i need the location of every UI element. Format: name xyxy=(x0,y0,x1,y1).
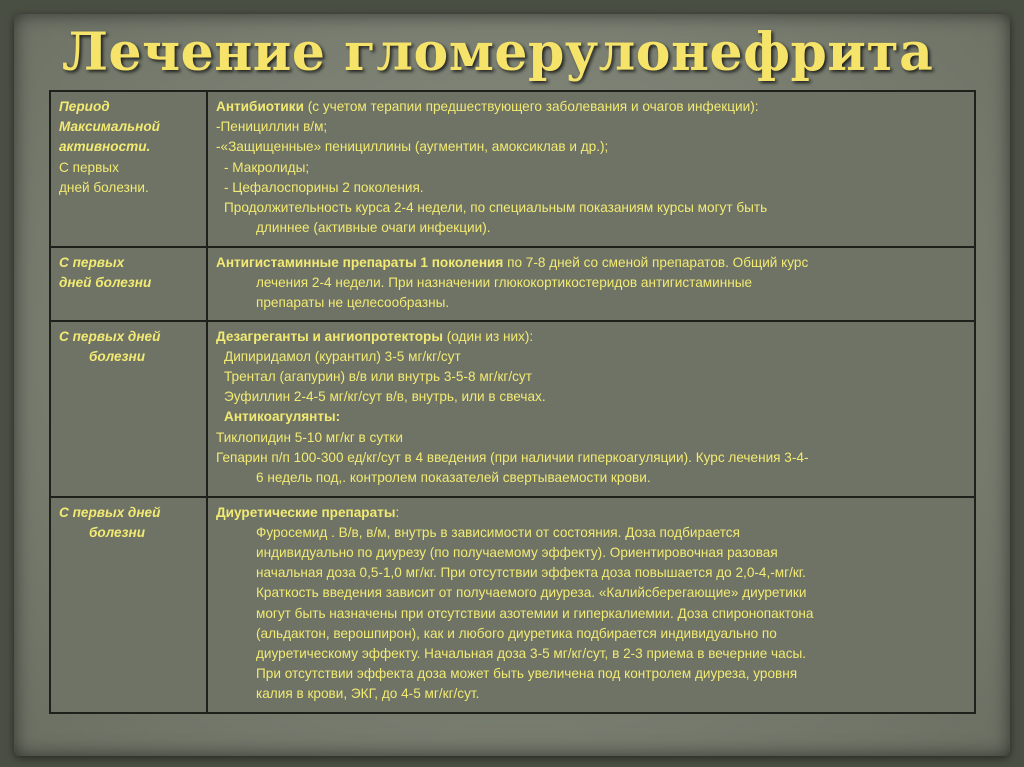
treatment-line: -«Защищенные» пенициллины (аугментин, амоксиклав и др.); xyxy=(216,139,609,155)
treatment-line: могут быть назначены при отсутствии азотемии и гиперкалиемии. Доза спиронопактона xyxy=(256,605,814,621)
treatment-line: - Цефалоспорины 2 поколения. xyxy=(224,179,424,195)
treatment-cell xyxy=(207,497,975,713)
period-text: дней болезни. xyxy=(59,179,149,195)
period-cell xyxy=(50,321,207,497)
period-text: Максимальной xyxy=(59,119,160,135)
table-row xyxy=(50,91,975,247)
treatment-subheading: Антикоагулянты: xyxy=(224,409,341,425)
treatment-heading: Диуретические препараты xyxy=(216,504,396,520)
treatment-line: -Пенициллин в/м; xyxy=(216,119,328,135)
treatment-heading-note: (один из них): xyxy=(442,328,534,344)
treatment-heading-line xyxy=(216,97,966,117)
period-cell xyxy=(50,497,207,713)
treatment-line: При отсутствии эффекта доза может быть увеличена под контролем диуреза, уровня xyxy=(256,666,798,682)
treatment-line: 6 недель под,. контролем показателей свертываемости крови. xyxy=(256,470,651,486)
table-row xyxy=(50,497,975,713)
treatment-heading: Антибиотики xyxy=(216,99,304,114)
treatment-line: Краткость введения зависит от получаемого диуреза. «Калийсберегающие» диуретики xyxy=(256,585,807,601)
treatment-heading-line xyxy=(216,253,966,273)
treatment-line: (альдактон, верошпирон), как и любого диуретика подбирается индивидуально по xyxy=(256,625,777,641)
treatment-heading: Антигистаминные препараты 1 поколения xyxy=(216,255,504,270)
treatment-line: Фуросемид . В/в, в/м, внутрь в зависимости от состояния. Доза подбирается xyxy=(256,524,740,540)
period-text: С первых дней xyxy=(59,504,161,520)
period-text: дней болезни xyxy=(59,275,152,291)
treatment-cell xyxy=(207,321,975,497)
treatment-heading-line xyxy=(216,503,966,523)
slide-title: Лечение гломерулонефрита xyxy=(62,22,934,83)
period-text: болезни xyxy=(89,524,146,540)
treatment-line: диуретическому эффекту. Начальная доза 3-5 мг/кг/сут, в 2-3 приема в вечерние часы. xyxy=(256,646,807,662)
treatment-line: начальная доза 0,5-1,0 мг/кг. При отсутствии эффекта доза повышается до 2,0-4,-мг/кг. xyxy=(256,565,806,581)
treatment-table xyxy=(49,90,976,714)
treatment-line: - Макролиды; xyxy=(224,159,310,175)
treatment-line: Гепарин п/п 100-300 ед/кг/сут в 4 введения (при наличии гиперкоагуляции). Курс лечения 3-4- xyxy=(216,449,809,465)
treatment-line: Эуфиллин 2-4-5 мг/кг/сут в/в, внутрь, или в свечах. xyxy=(224,389,546,405)
period-cell xyxy=(50,91,207,247)
treatment-heading: Дезагреганты и ангиопротекторы xyxy=(216,328,443,344)
period-cell xyxy=(50,247,207,321)
treatment-line: индивидуально по диурезу (по получаемому эффекту). Ориентировочная разовая xyxy=(256,545,778,561)
treatment-heading-note: по 7-8 дней со сменой препаратов. Общий курс xyxy=(503,255,809,270)
treatment-line: препараты не целесообразны. xyxy=(256,295,450,311)
table-row xyxy=(50,247,975,321)
treatment-cell xyxy=(207,91,975,247)
treatment-cell xyxy=(207,247,975,321)
treatment-line: длиннее (активные очаги инфекции). xyxy=(256,220,491,236)
treatment-heading-note: (с учетом терапии предшествующего заболевания и очагов инфекции): xyxy=(303,99,759,114)
treatment-line: Трентал (агапурин) в/в или внутрь 3-5-8 мг/кг/сут xyxy=(224,369,532,385)
treatment-line: калия в крови, ЭКГ, до 4-5 мг/кг/сут. xyxy=(256,686,480,702)
treatment-line: Продолжительность курса 2-4 недели, по специальным показаниям курсы могут быть xyxy=(224,200,768,216)
period-text: активности. xyxy=(59,139,151,155)
treatment-line: Дипиридамол (курантил) 3-5 мг/кг/сут xyxy=(224,348,461,364)
treatment-line: Тиклопидин 5-10 мг/кг в сутки xyxy=(216,429,403,445)
period-text: С первых xyxy=(59,255,125,270)
period-text: С первых xyxy=(59,159,119,175)
period-text: С первых дней xyxy=(59,328,161,344)
period-text: болезни xyxy=(89,348,146,364)
table-row xyxy=(50,321,975,497)
treatment-heading-line xyxy=(216,327,966,347)
period-text: Период xyxy=(59,99,110,114)
treatment-heading-note: : xyxy=(395,504,400,520)
treatment-line: лечения 2-4 недели. При назначении глюкокортикостеридов антигистаминные xyxy=(256,275,753,291)
